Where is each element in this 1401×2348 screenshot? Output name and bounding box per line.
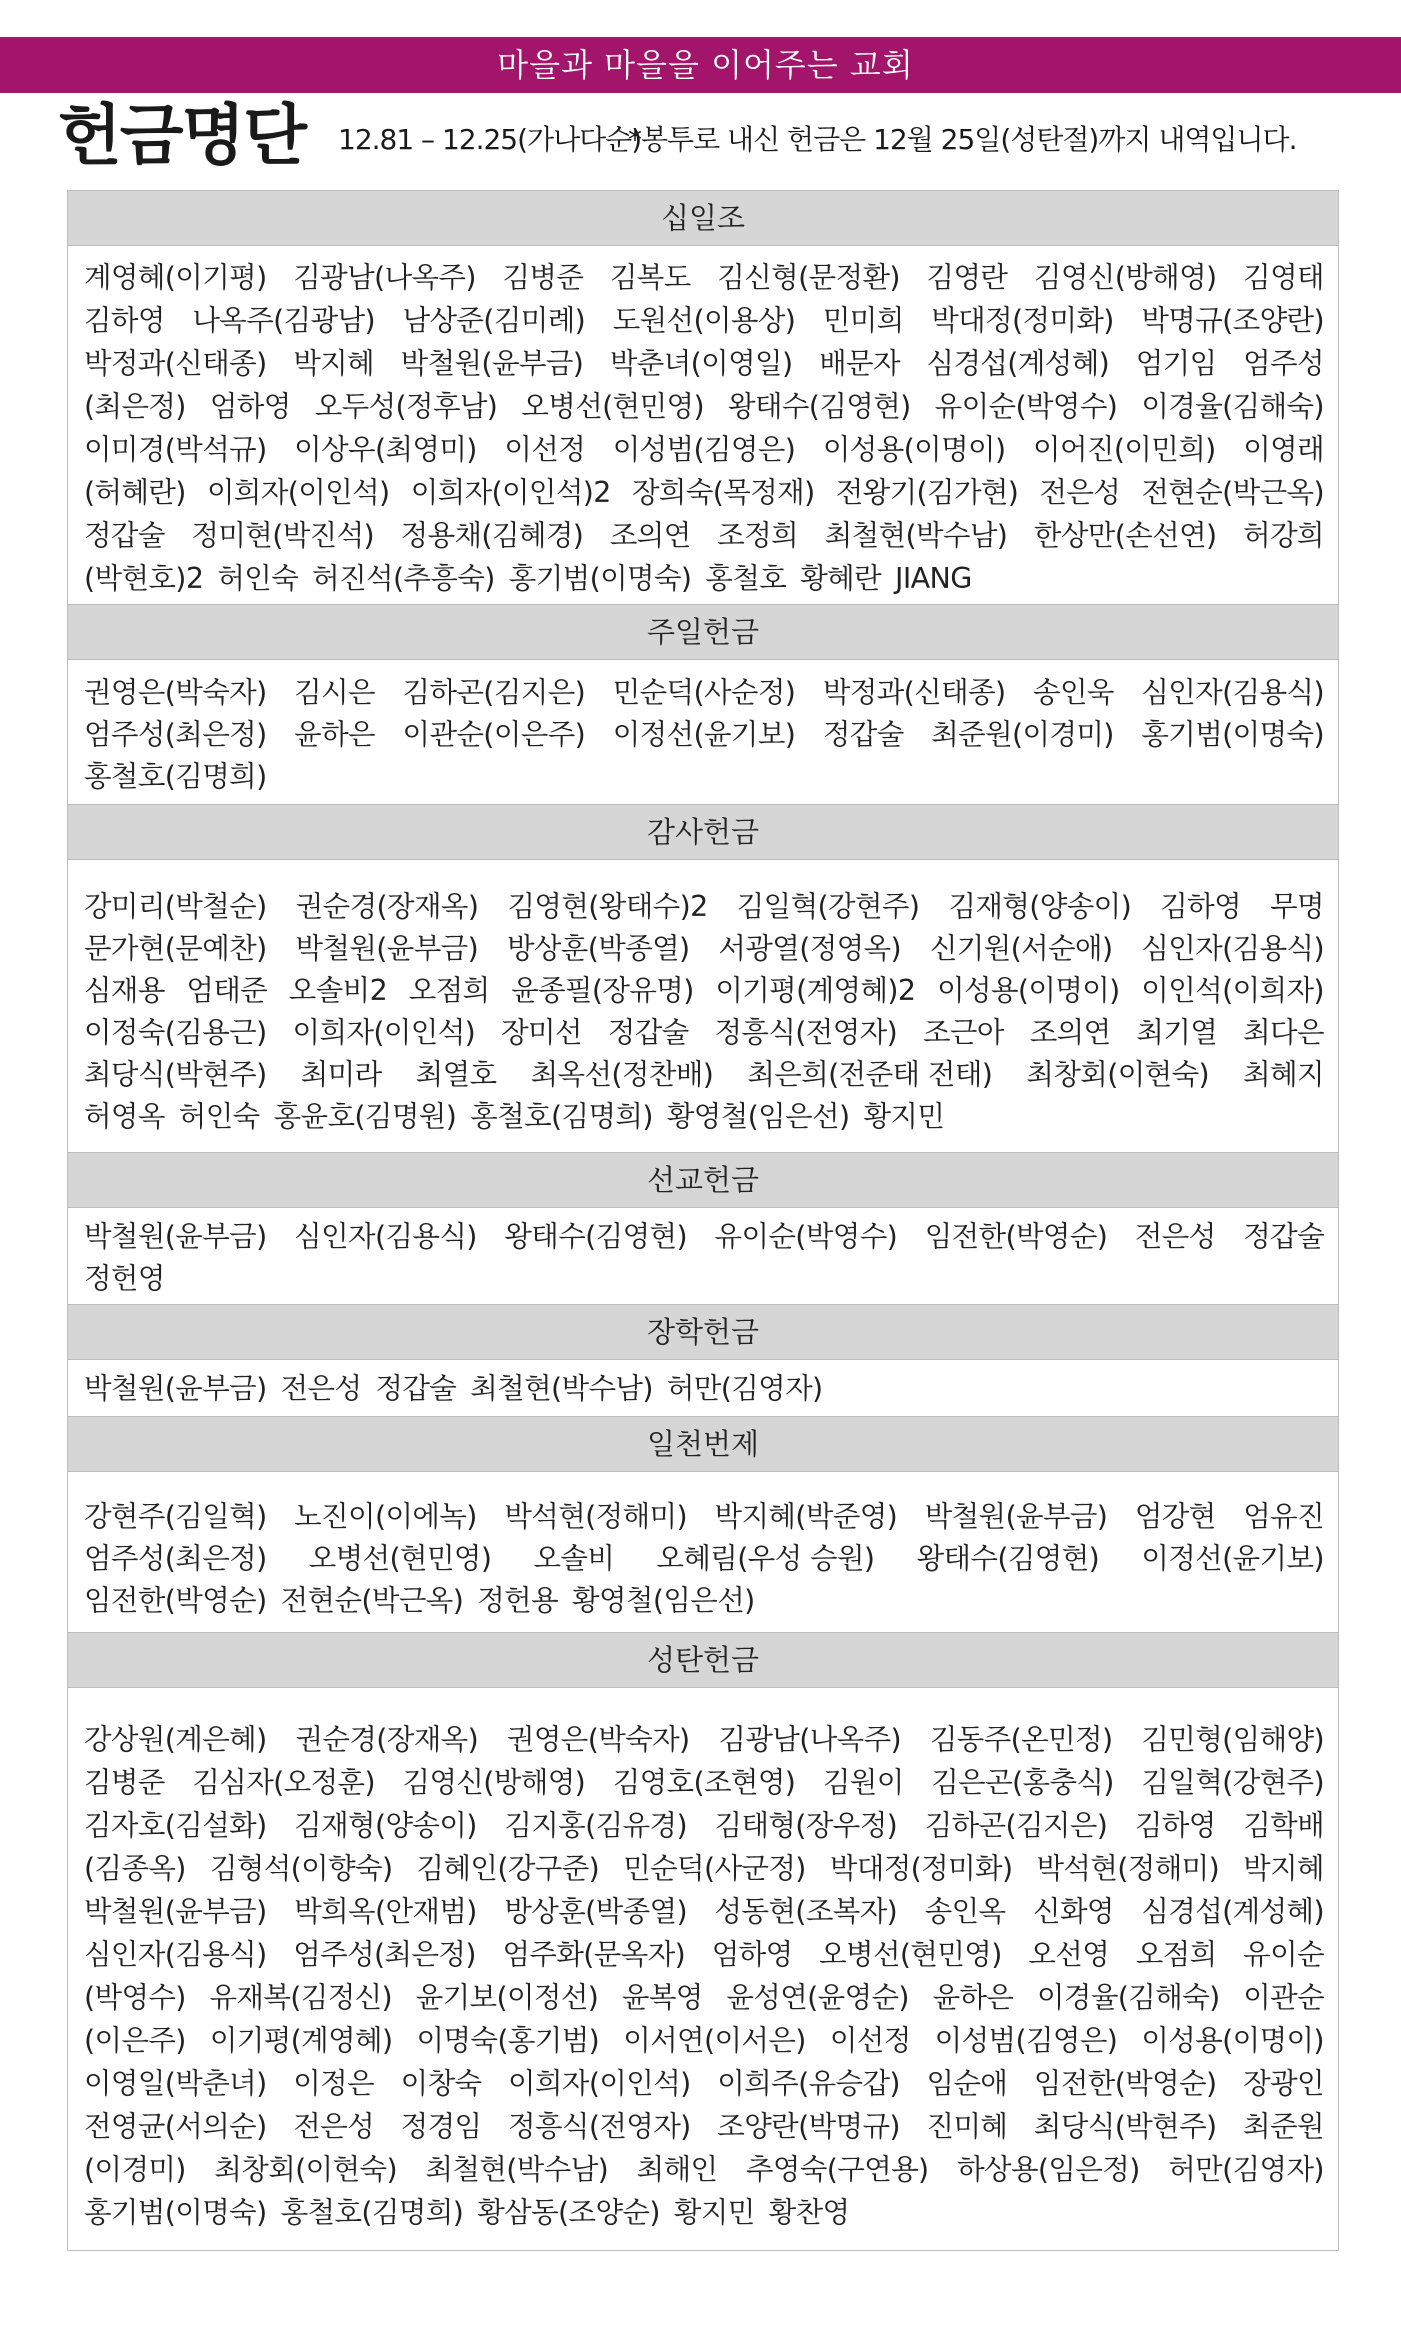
donor-name: 이선정	[829, 2024, 911, 2057]
donor-name: 이영래	[1243, 433, 1324, 466]
donor-name: 최철현(박수남)	[425, 2153, 609, 2186]
name-line	[84, 2019, 1324, 2062]
donor-name: 오병선(현민영)	[819, 1938, 1002, 1971]
donor-name: 허만(김영자)	[666, 1372, 823, 1405]
section-names	[68, 860, 1338, 1153]
donor-name: 최해인	[636, 2153, 718, 2186]
name-line	[84, 1368, 1324, 1410]
donor-name: 유이순	[1243, 1938, 1324, 1971]
donor-name: 정헌용	[477, 1584, 559, 1617]
donor-name: 정용채(김혜경)	[400, 519, 584, 552]
donor-name: 김자호(김설화)	[84, 1809, 267, 1842]
donor-name: 송인옥	[924, 1895, 1006, 1928]
donor-name: 김은곤(홍충식)	[931, 1766, 1114, 1799]
donor-name: 심재용	[84, 974, 165, 1007]
section-names	[68, 660, 1338, 805]
donor-name: 오선영	[1028, 1938, 1110, 1971]
donor-name: 심인자(김용식)	[84, 1938, 267, 1971]
donor-name: 허인숙	[217, 562, 299, 595]
donor-name: 김병준	[84, 1766, 165, 1799]
donor-name: (박현호)2	[84, 562, 204, 595]
name-line	[84, 1496, 1324, 1538]
donor-name: 김하곤(김지은)	[402, 676, 586, 709]
donor-name: 황영철(임은선)	[666, 1100, 850, 1133]
donor-name: 유이순(박영수)	[934, 390, 1118, 423]
name-line	[84, 1976, 1324, 2019]
donor-name: 엄주성(최은정)	[293, 1938, 476, 1971]
donor-name: 정헌영	[84, 1262, 165, 1295]
donor-name: 이미경(박석규)	[84, 433, 267, 466]
donor-name: 엄태준	[186, 974, 268, 1007]
donor-name: 심인자(김용식)	[1141, 676, 1324, 709]
donor-name: 황지민	[863, 1100, 945, 1133]
donor-name: 강미리(박철순)	[84, 890, 267, 923]
donor-name: 민미희	[822, 304, 904, 337]
donor-name: 정갑술	[375, 1372, 457, 1405]
donor-name: 이성용(이명이)	[822, 433, 1006, 466]
donor-name: 박정과(신태종)	[84, 347, 267, 380]
name-line	[84, 1718, 1324, 1761]
header	[58, 92, 1388, 182]
donor-name: 이경율(김해숙)	[1036, 1981, 1220, 2014]
donor-name: 최철현(박수남)	[470, 1372, 653, 1405]
donor-name: 임전한(박영순)	[84, 1584, 267, 1617]
name-line	[84, 1804, 1324, 1847]
donor-name: 심인자(김용식)	[294, 1220, 477, 1253]
donor-name: 엄하영	[711, 1938, 793, 1971]
donor-name: 황찬영	[768, 2196, 850, 2229]
name-line	[84, 1580, 1324, 1622]
donor-name: 엄주성	[1243, 347, 1324, 380]
donor-name: 김영란	[926, 261, 1008, 294]
donor-name: 김시은	[294, 676, 375, 709]
donor-name: 유이순(박영수)	[714, 1220, 898, 1253]
donor-name: 박대정(정미화)	[931, 304, 1114, 337]
donor-name: 이영일(박춘녀)	[84, 2067, 267, 2100]
donor-name: 전은성	[1134, 1220, 1216, 1253]
donor-name: 진미혜	[926, 2110, 1008, 2143]
donor-name: 박철원(윤부금)	[84, 1372, 267, 1405]
donor-name: 오병선(현민영)	[308, 1542, 492, 1575]
donor-name: 최당식(박현주)	[84, 1058, 267, 1091]
donor-name: 정갑술	[607, 1016, 689, 1049]
donor-name: 김민형(임해양)	[1141, 1723, 1324, 1756]
donor-name: 왕태수(김영현)	[504, 1220, 687, 1253]
name-line	[84, 1933, 1324, 1976]
donor-name: 전영균(서의순)	[84, 2110, 267, 2143]
donor-name: 조의연	[1029, 1016, 1111, 1049]
name-line	[84, 714, 1324, 756]
name-line	[84, 1258, 1324, 1300]
donor-name: 이정은	[293, 2067, 375, 2100]
donor-name: 유재복(김정신)	[209, 1981, 393, 2014]
donor-name: 이명숙(홍기범)	[416, 2024, 600, 2057]
donor-name: 박지혜(박준영)	[714, 1500, 898, 1533]
donor-name: 홍철호(김명희)	[280, 2196, 464, 2229]
donor-name: 추영숙(구연용)	[745, 2153, 929, 2186]
donor-name: 엄주화(문옥자)	[502, 1938, 686, 1971]
donor-name: 서광열(정영옥)	[718, 932, 902, 965]
name-line	[84, 256, 1324, 299]
donor-name: 박철원(윤부금)	[400, 347, 584, 380]
donor-name: 권순경(장재옥)	[295, 890, 479, 923]
donor-name: 김영신(방해영)	[402, 1766, 586, 1799]
donor-name: 이어진(이민희)	[1033, 433, 1216, 466]
donor-name: 홍철호	[705, 562, 787, 595]
donor-name: 전은성	[280, 1372, 362, 1405]
offering-section	[68, 805, 1338, 1153]
donor-name: 조정희	[717, 519, 799, 552]
name-line	[84, 756, 1324, 798]
donor-name: 무명	[1270, 890, 1324, 923]
section-heading: 성탄헌금	[68, 1633, 1338, 1688]
section-names	[68, 1360, 1338, 1417]
name-line	[84, 1096, 1324, 1138]
church-banner: 마을과 마을을 이어주는 교회	[0, 37, 1401, 93]
donor-name: 임전한(박영순)	[1033, 2067, 1217, 2100]
offering-section	[68, 605, 1338, 805]
donor-name: 박철원(윤부금)	[84, 1895, 267, 1928]
donor-name: 윤기보(이정선)	[415, 1981, 599, 2014]
donor-name: 오혜림(우성 승원)	[656, 1542, 875, 1575]
donor-name: 김재형(양송이)	[294, 1809, 477, 1842]
donor-name: 민순덕(사군정)	[623, 1852, 806, 1885]
donor-name: 황영철(임은선)	[572, 1584, 755, 1617]
donor-name: 이성용(이명이)	[937, 974, 1120, 1007]
donor-name: 윤종필(장유명)	[511, 974, 694, 1007]
donor-name: 정갑술	[84, 519, 165, 552]
donor-name: 김영호(조현영)	[612, 1766, 796, 1799]
donor-name: 이성범(김영은)	[612, 433, 796, 466]
name-line	[84, 342, 1324, 385]
donor-name: 김혜인(강구준)	[416, 1852, 600, 1885]
donor-name: (허혜란)	[84, 476, 186, 509]
section-heading: 주일헌금	[68, 605, 1338, 660]
offering-section	[68, 1633, 1338, 2250]
donor-name: 김일혁(강현주)	[736, 890, 920, 923]
name-line	[84, 471, 1324, 514]
donor-name: 정경임	[400, 2110, 482, 2143]
donor-name: 심인자(김용식)	[1141, 932, 1324, 965]
donor-name: 정미현(박진석)	[191, 519, 375, 552]
donor-name: 성동현(조복자)	[714, 1895, 898, 1928]
donor-name: 엄하영	[209, 390, 291, 423]
donor-name: 허인숙	[178, 1100, 260, 1133]
donor-name: 홍기범(이명숙)	[508, 562, 692, 595]
name-line	[84, 1012, 1324, 1054]
donor-name: 노진이(이에녹)	[294, 1500, 477, 1533]
donor-name: 박춘녀(이영일)	[609, 347, 793, 380]
donor-name: 정흥식(전영자)	[508, 2110, 691, 2143]
name-line	[84, 2105, 1324, 2148]
donor-name: 허만(김영자)	[1168, 2153, 1324, 2186]
donor-name: 문가현(문예찬)	[84, 932, 267, 965]
offering-section	[68, 1153, 1338, 1305]
donor-name: (박영수)	[84, 1981, 186, 2014]
donor-name: 엄유진	[1243, 1500, 1324, 1533]
donor-name: 김형석(이향숙)	[209, 1852, 393, 1885]
donor-name: 전현순(박근옥)	[280, 1584, 464, 1617]
donor-name: 박희옥(안재범)	[294, 1895, 477, 1928]
section-heading: 일천번제	[68, 1417, 1338, 1472]
donor-name: 강상원(계은혜)	[84, 1723, 267, 1756]
name-line	[84, 1761, 1324, 1804]
donor-name: 박지혜	[293, 347, 375, 380]
donor-name: 오병선(현민영)	[521, 390, 704, 423]
donor-name: 조양란(박명규)	[717, 2110, 900, 2143]
name-line	[84, 385, 1324, 428]
donor-name: 김동주(온민정)	[929, 1723, 1113, 1756]
donor-name: 김영태	[1243, 261, 1324, 294]
donor-name: 심경섭(계성혜)	[1141, 1895, 1324, 1928]
name-line	[84, 928, 1324, 970]
name-line	[84, 970, 1324, 1012]
donor-name: 박철원(윤부금)	[84, 1220, 267, 1253]
date-range: 12.81 – 12.25(가나다순)	[338, 123, 642, 156]
donor-name: 전은성	[1039, 476, 1121, 509]
donor-name: 이희주(유승갑)	[717, 2067, 900, 2100]
donor-name: 김하영	[84, 304, 165, 337]
donor-name: 허진석(추흥숙)	[312, 562, 495, 595]
donor-name: 정갑술	[1243, 1220, 1324, 1253]
donor-name: 권영은(박숙자)	[506, 1723, 690, 1756]
donor-name: (최은정)	[84, 390, 186, 423]
name-line	[84, 428, 1324, 471]
donor-name: 송인욱	[1033, 676, 1114, 709]
donor-name: 이희자(이인석)2	[410, 476, 611, 509]
donor-name: 이기평(계영혜)	[209, 2024, 393, 2057]
donor-name: 이정숙(김용근)	[84, 1016, 267, 1049]
donor-name: 방상훈(박종열)	[504, 1895, 687, 1928]
donor-name: 오두성(정후남)	[314, 390, 498, 423]
donor-name: 윤복영	[621, 1981, 703, 2014]
donor-name: 허강희	[1243, 519, 1324, 552]
donor-name: 김심자(오정훈)	[192, 1766, 375, 1799]
donor-name: 최혜지	[1243, 1058, 1324, 1091]
donor-name: 홍기범(이명숙)	[84, 2196, 267, 2229]
name-line	[84, 1054, 1324, 1096]
donor-name: 이성범(김영은)	[934, 2024, 1118, 2057]
donor-name: 홍철호(김명희)	[470, 1100, 653, 1133]
donor-name: 장미선	[501, 1016, 582, 1049]
donor-name: 이기평(계영혜)2	[715, 974, 916, 1007]
donor-name: 이관순	[1243, 1981, 1324, 2014]
donor-name: 김영신(방해영)	[1033, 261, 1217, 294]
donor-name: 윤하은	[932, 1981, 1014, 2014]
name-line	[84, 1538, 1324, 1580]
donor-name: 황지민	[673, 2196, 755, 2229]
donor-name: 윤하은	[294, 718, 375, 751]
donor-name: 이상우(최영미)	[294, 433, 477, 466]
donor-name: 최기열	[1136, 1016, 1218, 1049]
donor-name: 임전한(박영순)	[924, 1220, 1108, 1253]
name-line	[84, 2191, 1324, 2234]
donor-name: 김광남(나옥주)	[718, 1723, 902, 1756]
name-line	[84, 299, 1324, 342]
donor-name: 박지혜	[1243, 1852, 1324, 1885]
donor-name: 도원선(이용상)	[612, 304, 796, 337]
donor-name: (김종옥)	[84, 1852, 186, 1885]
name-line	[84, 1890, 1324, 1933]
donor-name: 신화영	[1033, 1895, 1114, 1928]
donor-name: 김일혁(강현주)	[1141, 1766, 1324, 1799]
offering-section	[68, 1305, 1338, 1417]
donor-name: 정갑술	[822, 718, 904, 751]
donor-name: 나옥주(김광남)	[192, 304, 375, 337]
donor-name: 엄기임	[1135, 347, 1217, 380]
donor-name: 박철원(윤부금)	[295, 932, 479, 965]
donor-name: 장희숙(목정재)	[631, 476, 815, 509]
offering-section	[68, 1417, 1338, 1633]
donor-name: 허영옥	[84, 1100, 165, 1133]
donor-name: 최당식(박현주)	[1033, 2110, 1217, 2143]
donor-name: 임순애	[926, 2067, 1008, 2100]
envelope-notice: *봉투로 내신 헌금은 12월 25일(성탄절)까지 내역입니다.	[628, 123, 1297, 156]
section-names	[68, 1208, 1338, 1305]
donor-name: 심경섭(계성혜)	[926, 347, 1110, 380]
section-names	[68, 246, 1338, 605]
donor-name: 왕태수(김영현)	[916, 1542, 1100, 1575]
donor-name: 김원이	[822, 1766, 904, 1799]
section-heading: 장학헌금	[68, 1305, 1338, 1360]
donor-name: 권순경(장재옥)	[295, 1723, 479, 1756]
donor-name: 오점희	[1135, 1938, 1217, 1971]
donor-name: 엄주성(최은정)	[84, 718, 267, 751]
donor-name: 계영혜(이기평)	[84, 261, 267, 294]
name-line	[84, 886, 1324, 928]
donor-name: 최철현(박수남)	[824, 519, 1008, 552]
donor-name: 윤성연(윤영순)	[726, 1981, 909, 2014]
donor-name: 전은성	[293, 2110, 375, 2143]
donor-name: 남상준(김미례)	[402, 304, 586, 337]
donor-name: 이선정	[504, 433, 586, 466]
donor-name: 박명규(조양란)	[1141, 304, 1324, 337]
name-line	[84, 557, 1324, 600]
donor-name: 이정선(윤기보)	[1141, 1542, 1324, 1575]
name-line	[84, 672, 1324, 714]
donor-name: 이희자(이인석)	[292, 1016, 476, 1049]
name-line	[84, 1847, 1324, 1890]
donor-name: 엄주성(최은정)	[84, 1542, 267, 1575]
donor-name: 한상만(손선연)	[1033, 519, 1217, 552]
name-line	[84, 514, 1324, 557]
donor-name: (이은주)	[84, 2024, 186, 2057]
donor-name: 김지홍(김유경)	[504, 1809, 687, 1842]
donor-name: 황혜란	[800, 562, 882, 595]
section-heading: 십일조	[68, 191, 1338, 246]
donor-name: 이경율(김해숙)	[1141, 390, 1324, 423]
donor-name: 민순덕(사순정)	[612, 676, 796, 709]
donor-name: 김영현(왕태수)2	[507, 890, 708, 923]
donor-name: 이희자(이인석)	[508, 2067, 691, 2100]
name-line	[84, 1216, 1324, 1258]
donor-name: 박석현(정해미)	[504, 1500, 687, 1533]
donor-name: 홍철호(김명희)	[84, 760, 267, 793]
donor-name: 권영은(박숙자)	[84, 676, 267, 709]
donor-name: 김신형(문정환)	[717, 261, 900, 294]
offering-table	[67, 190, 1339, 2251]
donor-name: 김하곤(김지은)	[924, 1809, 1108, 1842]
donor-name: 신기원(서순애)	[929, 932, 1113, 965]
donor-name: 홍윤호(김명원)	[273, 1100, 457, 1133]
name-line	[84, 2062, 1324, 2105]
donor-name: 황삼동(조양순)	[477, 2196, 660, 2229]
donor-name: 김광남(나옥주)	[293, 261, 476, 294]
donor-name: 김재형(양송이)	[948, 890, 1132, 923]
donor-name: 최옥선(정찬배)	[530, 1058, 714, 1091]
name-line	[84, 2148, 1324, 2191]
donor-name: 이서연(이서은)	[623, 2024, 806, 2057]
donor-name: 왕태수(김영현)	[728, 390, 911, 423]
donor-name: 김복도	[609, 261, 691, 294]
donor-name: 최창회(이현숙)	[214, 2153, 397, 2186]
donor-name: 강현주(김일혁)	[84, 1500, 267, 1533]
donor-name: 김하영	[1160, 890, 1242, 923]
donor-name: 이희자(이인석)	[206, 476, 390, 509]
offering-section	[68, 191, 1338, 605]
donor-name: JIANG	[895, 562, 972, 595]
donor-name: 이정선(윤기보)	[612, 718, 796, 751]
donor-name: 이인석(이희자)	[1141, 974, 1324, 1007]
donor-name: 최준원	[1243, 2110, 1324, 2143]
donor-name: 조근아	[923, 1016, 1004, 1049]
donor-name: 엄강현	[1134, 1500, 1216, 1533]
donor-name: 박정과(신태종)	[822, 676, 1006, 709]
donor-name: 이관순(이은주)	[402, 718, 586, 751]
donor-name: 최미라	[300, 1058, 382, 1091]
donor-name: 박철원(윤부금)	[924, 1500, 1108, 1533]
donor-name: 오솔비	[533, 1542, 615, 1575]
donor-name: (이경미)	[84, 2153, 186, 2186]
donor-name: 이성용(이명이)	[1141, 2024, 1324, 2057]
donor-name: 이창숙	[400, 2067, 482, 2100]
donor-name: 정흥식(전영자)	[714, 1016, 898, 1049]
section-names	[68, 1472, 1338, 1633]
donor-name: 오점희	[408, 974, 490, 1007]
donor-name: 배문자	[819, 347, 900, 380]
donor-name: 최다은	[1243, 1016, 1324, 1049]
donor-name: 전왕기(김가현)	[835, 476, 1019, 509]
donor-name: 박석현(정해미)	[1036, 1852, 1220, 1885]
donor-name: 방상훈(박종열)	[506, 932, 690, 965]
donor-name: 김하영	[1134, 1809, 1216, 1842]
donor-name: 홍기범(이명숙)	[1141, 718, 1324, 751]
donor-name: 김태형(장우정)	[714, 1809, 898, 1842]
donor-name: 박대정(정미화)	[829, 1852, 1013, 1885]
page-title: 헌금명단	[58, 97, 306, 174]
donor-name: 최은희(전준태 전태)	[747, 1058, 993, 1091]
donor-name: 전현순(박근옥)	[1141, 476, 1324, 509]
donor-name: 김학배	[1243, 1809, 1324, 1842]
section-heading: 감사헌금	[68, 805, 1338, 860]
donor-name: 김병준	[502, 261, 584, 294]
donor-name: 오솔비2	[288, 974, 388, 1007]
donor-name: 조의연	[609, 519, 691, 552]
donor-name: 최준원(이경미)	[931, 718, 1114, 751]
donor-name: 최창회(이현숙)	[1026, 1058, 1210, 1091]
section-names	[68, 1688, 1338, 2250]
donor-name: 하상용(임은정)	[957, 2153, 1140, 2186]
donor-name: 장광인	[1243, 2067, 1324, 2100]
section-heading: 선교헌금	[68, 1153, 1338, 1208]
donor-name: 최열호	[415, 1058, 497, 1091]
